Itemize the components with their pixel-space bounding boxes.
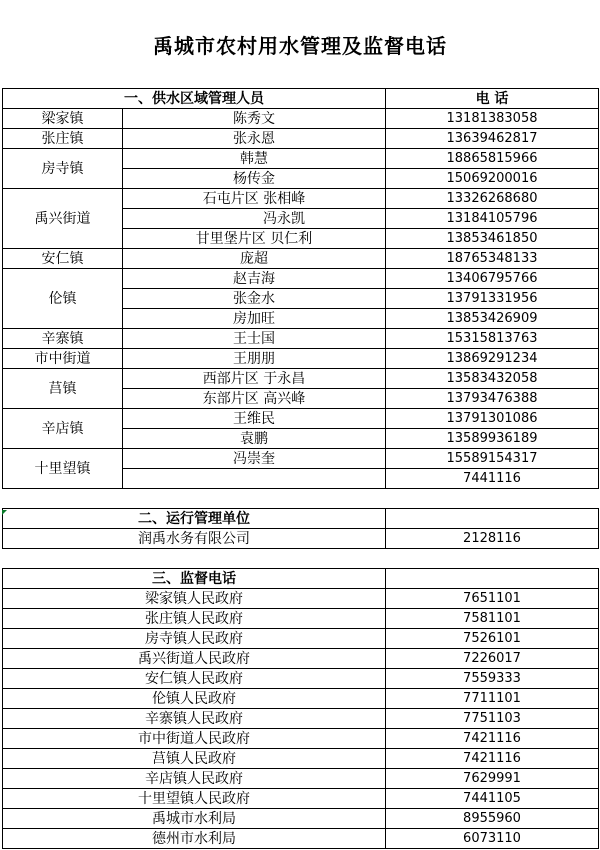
phone-cell: 15589154317 bbox=[386, 449, 599, 469]
spacer-row bbox=[3, 489, 599, 509]
phone-cell: 13181383058 bbox=[386, 109, 599, 129]
spacer-row bbox=[3, 549, 599, 569]
person-cell: 王维民 bbox=[123, 409, 386, 429]
person-cell: 甘里堡片区 贝仁利 bbox=[123, 229, 386, 249]
table-row bbox=[3, 769, 599, 789]
office-cell: 市中街道人民政府 bbox=[3, 729, 386, 749]
table-row bbox=[3, 409, 599, 429]
office-cell: 德州市水利局 bbox=[3, 829, 386, 849]
phone-cell: 7421116 bbox=[386, 749, 599, 769]
section2-header-row bbox=[3, 509, 599, 529]
town-cell: 辛寨镇 bbox=[3, 329, 123, 349]
person-cell: 张永恩 bbox=[123, 129, 386, 149]
table-row bbox=[3, 129, 599, 149]
table-row bbox=[3, 649, 599, 669]
phone-cell: 7421116 bbox=[386, 729, 599, 749]
table-row bbox=[3, 529, 599, 549]
person-cell: 庞超 bbox=[123, 249, 386, 269]
town-cell: 市中街道 bbox=[3, 349, 123, 369]
phone-cell: 13583432058 bbox=[386, 369, 599, 389]
person-cell: 韩慧 bbox=[123, 149, 386, 169]
table-row bbox=[3, 269, 599, 289]
phone-cell: 13791331956 bbox=[386, 289, 599, 309]
phone-cell: 7441105 bbox=[386, 789, 599, 809]
phone-header: 电 话 bbox=[386, 89, 599, 109]
phone-cell: 18865815966 bbox=[386, 149, 599, 169]
office-cell: 房寺镇人民政府 bbox=[3, 629, 386, 649]
comment-marker-icon bbox=[2, 510, 7, 515]
office-cell: 辛寨镇人民政府 bbox=[3, 709, 386, 729]
person-cell: 西部片区 于永昌 bbox=[123, 369, 386, 389]
person-cell: 赵吉海 bbox=[123, 269, 386, 289]
person-cell: 张金水 bbox=[123, 289, 386, 309]
person-cell: 石屯片区 张相峰 bbox=[123, 189, 386, 209]
section2-header: 二、运行管理单位 bbox=[3, 509, 386, 529]
phone-cell: 7651101 bbox=[386, 589, 599, 609]
phone-cell: 7711101 bbox=[386, 689, 599, 709]
table-row bbox=[3, 729, 599, 749]
town-cell: 房寺镇 bbox=[3, 149, 123, 189]
phone-cell: 7526101 bbox=[386, 629, 599, 649]
phone-cell: 13791301086 bbox=[386, 409, 599, 429]
company-cell: 润禹水务有限公司 bbox=[3, 529, 386, 549]
office-cell: 十里望镇人民政府 bbox=[3, 789, 386, 809]
town-cell: 梁家镇 bbox=[3, 109, 123, 129]
phone-cell: 6073110 bbox=[386, 829, 599, 849]
contact-table bbox=[2, 88, 599, 849]
phone-cell: 13853461850 bbox=[386, 229, 599, 249]
person-cell: 冯崇奎 bbox=[123, 449, 386, 469]
section3-header-row bbox=[3, 569, 599, 589]
table-row bbox=[3, 689, 599, 709]
phone-cell: 7751103 bbox=[386, 709, 599, 729]
person-cell: 王士国 bbox=[123, 329, 386, 349]
table-row bbox=[3, 189, 599, 209]
office-cell: 安仁镇人民政府 bbox=[3, 669, 386, 689]
table-row bbox=[3, 249, 599, 269]
table-row bbox=[3, 589, 599, 609]
person-cell bbox=[123, 469, 386, 489]
table-row bbox=[3, 669, 599, 689]
table-row bbox=[3, 609, 599, 629]
town-cell: 十里望镇 bbox=[3, 449, 123, 489]
office-cell: 莒镇人民政府 bbox=[3, 749, 386, 769]
table-row bbox=[3, 789, 599, 809]
table-row bbox=[3, 749, 599, 769]
phone-cell: 13853426909 bbox=[386, 309, 599, 329]
town-cell: 伦镇 bbox=[3, 269, 123, 329]
phone-cell: 7559333 bbox=[386, 669, 599, 689]
phone-cell: 7226017 bbox=[386, 649, 599, 669]
phone-cell: 13869291234 bbox=[386, 349, 599, 369]
town-cell: 张庄镇 bbox=[3, 129, 123, 149]
table-row bbox=[3, 349, 599, 369]
table-row bbox=[3, 149, 599, 169]
town-cell: 安仁镇 bbox=[3, 249, 123, 269]
office-cell: 禹城市水利局 bbox=[3, 809, 386, 829]
office-cell: 梁家镇人民政府 bbox=[3, 589, 386, 609]
phone-cell: 13184105796 bbox=[386, 209, 599, 229]
person-cell: 房加旺 bbox=[123, 309, 386, 329]
person-cell: 冯永凯 bbox=[123, 209, 386, 229]
office-cell: 禹兴街道人民政府 bbox=[3, 649, 386, 669]
phone-cell: 18765348133 bbox=[386, 249, 599, 269]
phone-cell: 7581101 bbox=[386, 609, 599, 629]
table-row bbox=[3, 629, 599, 649]
phone-cell: 7629991 bbox=[386, 769, 599, 789]
section3-header: 三、监督电话 bbox=[3, 569, 386, 589]
table-row bbox=[3, 369, 599, 389]
table-row bbox=[3, 109, 599, 129]
table-row bbox=[3, 329, 599, 349]
phone-cell: 13639462817 bbox=[386, 129, 599, 149]
town-cell: 莒镇 bbox=[3, 369, 123, 409]
phone-cell: 15069200016 bbox=[386, 169, 599, 189]
phone-cell: 15315813763 bbox=[386, 329, 599, 349]
town-cell: 禹兴街道 bbox=[3, 189, 123, 249]
person-cell: 王朋朋 bbox=[123, 349, 386, 369]
office-cell: 张庄镇人民政府 bbox=[3, 609, 386, 629]
table-row bbox=[3, 809, 599, 829]
table-row bbox=[3, 449, 599, 469]
page-title: 禹城市农村用水管理及监督电话 bbox=[153, 34, 447, 58]
person-cell: 东部片区 高兴峰 bbox=[123, 389, 386, 409]
phone-cell: 2128116 bbox=[386, 529, 599, 549]
phone-cell: 13589936189 bbox=[386, 429, 599, 449]
office-cell: 伦镇人民政府 bbox=[3, 689, 386, 709]
section1-header-row bbox=[3, 89, 599, 109]
phone-cell: 7441116 bbox=[386, 469, 599, 489]
town-cell: 辛店镇 bbox=[3, 409, 123, 449]
phone-cell: 13326268680 bbox=[386, 189, 599, 209]
office-cell: 辛店镇人民政府 bbox=[3, 769, 386, 789]
phone-cell: 13406795766 bbox=[386, 269, 599, 289]
person-cell: 袁鹏 bbox=[123, 429, 386, 449]
phone-cell: 13793476388 bbox=[386, 389, 599, 409]
table-row bbox=[3, 709, 599, 729]
phone-cell: 8955960 bbox=[386, 809, 599, 829]
table-row bbox=[3, 829, 599, 849]
person-cell: 陈秀文 bbox=[123, 109, 386, 129]
person-cell: 杨传金 bbox=[123, 169, 386, 189]
section1-header: 一、供水区域管理人员 bbox=[3, 89, 386, 109]
